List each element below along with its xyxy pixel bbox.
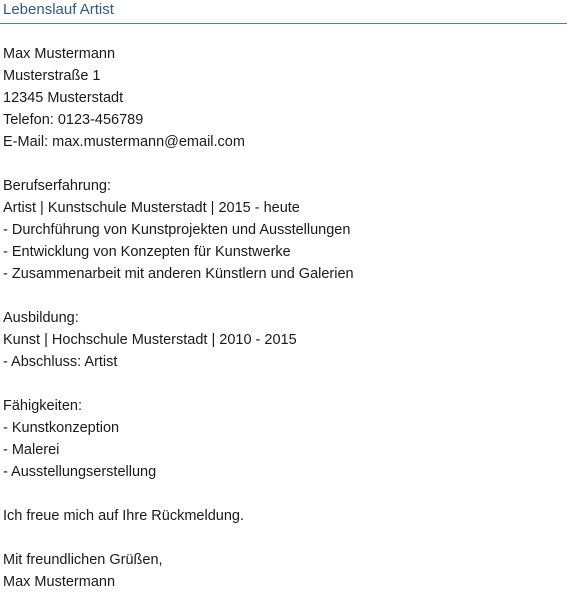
education-heading: Ausbildung: <box>3 310 79 326</box>
experience-section <box>3 175 563 285</box>
experience-item: - Durchführung von Kunstprojekten und Ausstellungen <box>3 222 351 238</box>
spacer <box>3 527 563 549</box>
contact-city: 12345 Musterstadt <box>3 90 124 106</box>
experience-item: - Entwicklung von Konzepten für Kunstwerke <box>3 244 291 260</box>
closing-signature: Max Mustermann <box>3 574 116 590</box>
spacer <box>3 483 563 505</box>
experience-heading: Berufserfahrung: <box>3 178 112 194</box>
experience-item: - Zusammenarbeit mit anderen Künstlern und Galerien <box>3 266 354 282</box>
contact-block <box>3 43 563 153</box>
contact-street: Musterstraße 1 <box>3 68 101 84</box>
skills-item: - Kunstkonzeption <box>3 420 120 436</box>
education-entry: Kunst | Hochschule Musterstadt | 2010 - 2015 <box>3 332 297 348</box>
spacer <box>3 285 563 307</box>
document-body <box>3 43 563 593</box>
contact-email: E-Mail: max.mustermann@email.com <box>3 134 245 150</box>
document-title: Lebenslauf Artist <box>3 1 114 18</box>
contact-name: Max Mustermann <box>3 46 116 62</box>
title-divider <box>0 23 567 24</box>
skills-item: - Ausstellungserstellung <box>3 464 157 480</box>
contact-phone: Telefon: 0123-456789 <box>3 112 144 128</box>
closing-greeting: Mit freundlichen Grüßen, <box>3 552 163 568</box>
skills-item: - Malerei <box>3 442 60 458</box>
spacer <box>3 373 563 395</box>
spacer <box>3 153 563 175</box>
skills-heading: Fähigkeiten: <box>3 398 82 414</box>
education-section <box>3 307 563 373</box>
closing-section <box>3 505 563 593</box>
education-item: - Abschluss: Artist <box>3 354 118 370</box>
skills-section <box>3 395 563 483</box>
experience-position: Artist | Kunstschule Musterstadt | 2015 - heute <box>3 200 300 216</box>
closing-sentence: Ich freue mich auf Ihre Rückmeldung. <box>3 508 244 524</box>
